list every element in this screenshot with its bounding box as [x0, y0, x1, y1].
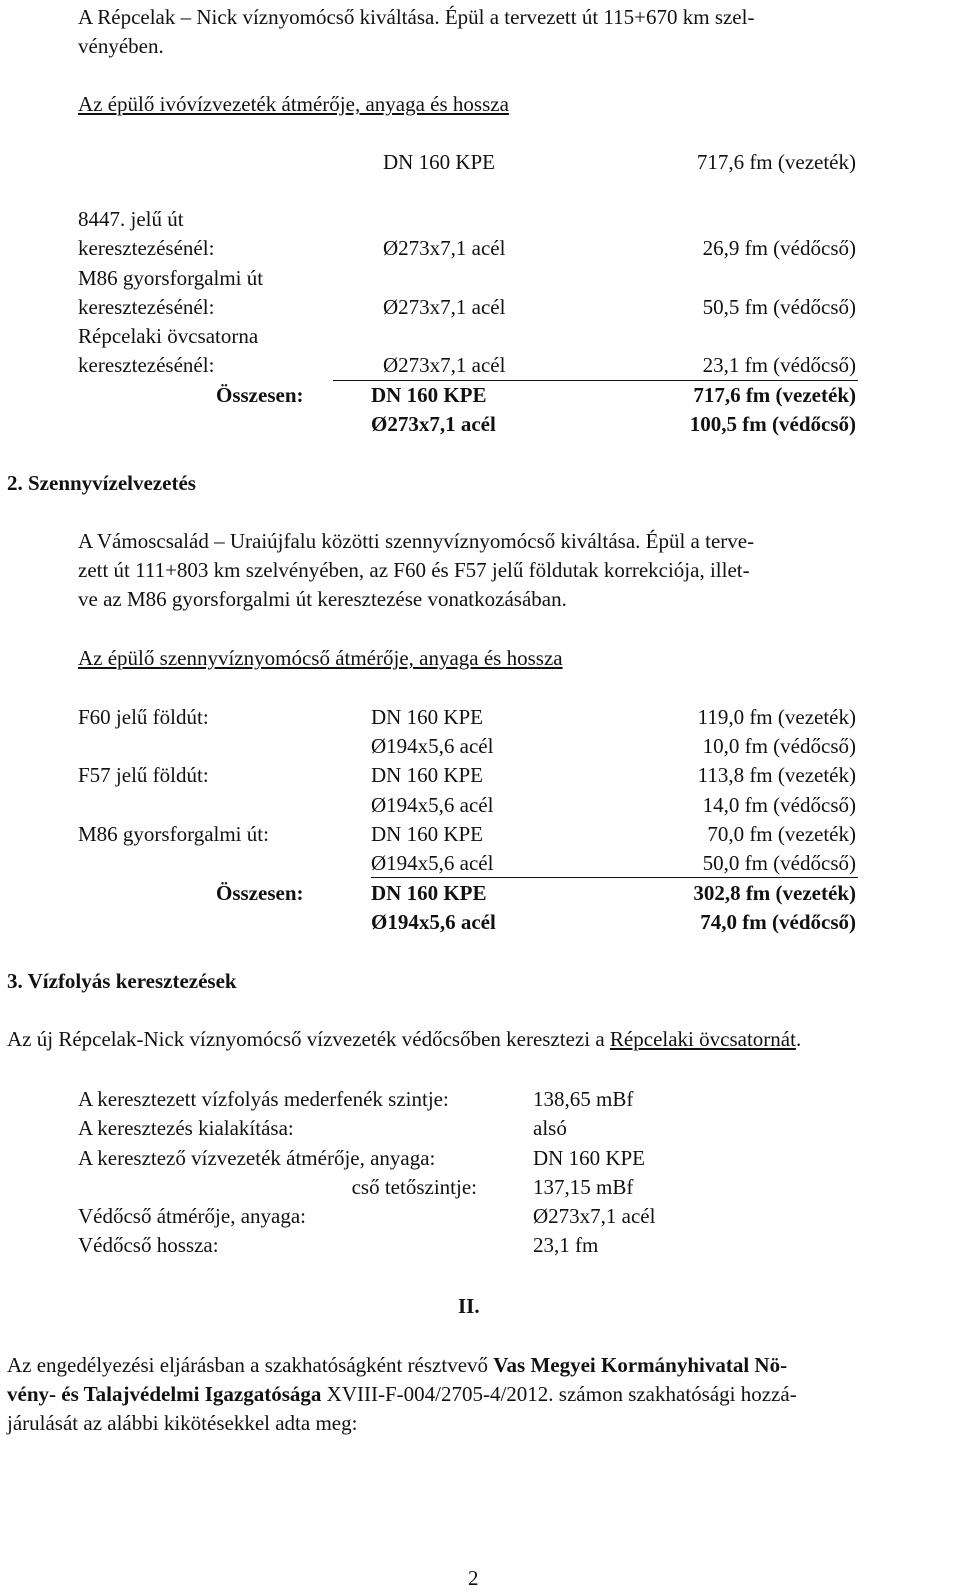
- crossing-2-label: M86 gyorsforgalmi út: [78, 266, 264, 290]
- crossing-1-label-2: keresztezésénél:: [78, 236, 215, 260]
- crossing-3-label-2: keresztezésénél:: [78, 353, 215, 377]
- crossing-3-material: Ø273x7,1 acél: [383, 353, 506, 377]
- water-main-material: DN 160 KPE: [383, 150, 496, 174]
- sewer-total-length-2: 74,0 fm (védőcső): [700, 910, 856, 934]
- sewer-title: 2. Szennyvízelvezetés: [7, 471, 196, 495]
- spec-4-value: 137,15 mBf: [533, 1175, 634, 1199]
- sewer-total-material-1: DN 160 KPE: [371, 881, 487, 905]
- spec-3-value: DN 160 KPE: [533, 1146, 646, 1170]
- spec-4-label: cső tetőszintje:: [351, 1175, 477, 1199]
- water-main-length: 717,6 fm (vezeték): [696, 150, 856, 174]
- section-2-line-3: járulását az alábbi kikötésekkel adta meg:: [7, 1411, 358, 1435]
- water-total-material-2: Ø273x7,1 acél: [371, 412, 496, 436]
- section-2-line-1: [7, 1351, 787, 1380]
- section-2-line-1-text: Az engedélyezési eljárásban a szakhatóságként résztvevő: [7, 1353, 494, 1377]
- sewer-row-4-material: Ø194x5,6 acél: [371, 793, 494, 817]
- intro-line-2: vényében.: [78, 34, 164, 58]
- crossing-2-material: Ø273x7,1 acél: [383, 295, 506, 319]
- spec-5-value: Ø273x7,1 acél: [533, 1204, 656, 1228]
- crossing-paragraph: [7, 1025, 801, 1054]
- crossing-para-prefix: Az új Répcelak-Nick víznyomócső vízvezeték védőcsőben keresztezi a: [7, 1027, 610, 1051]
- section-2-line-2-text: XVIII-F-004/2705-4/2012. számon szakhatósági hozzá-: [321, 1382, 797, 1406]
- sewer-para-line-3: ve az M86 gyorsforgalmi út keresztezése vonatkozásában.: [78, 587, 567, 611]
- crossing-1-length: 26,9 fm (védőcső): [702, 236, 856, 260]
- crossing-3-length: 23,1 fm (védőcső): [702, 353, 856, 377]
- water-total-label: Összesen:: [216, 383, 304, 407]
- crossing-title: 3. Vízfolyás keresztezések: [7, 969, 237, 993]
- spec-5-label: Védőcső átmérője, anyaga:: [78, 1204, 306, 1228]
- sewer-row-3-material: DN 160 KPE: [371, 763, 484, 787]
- sewer-row-3-label: F57 jelű földút:: [78, 763, 209, 787]
- crossing-1-label: 8447. jelű út: [78, 207, 184, 231]
- crossing-2-length: 50,5 fm (védőcső): [702, 295, 856, 319]
- sewer-row-3-length: 113,8 fm (vezeték): [697, 763, 856, 787]
- sewer-total-length-1: 302,8 fm (vezeték): [693, 881, 856, 905]
- crossing-3-label: Répcelaki övcsatorna: [78, 324, 259, 348]
- section-2-title: II.: [458, 1294, 480, 1318]
- water-total-length-2: 100,5 fm (védőcső): [689, 412, 856, 436]
- intro-line-1: A Répcelak – Nick víznyomócső kiváltása. Épül a tervezett út 115+670 km szel-: [78, 5, 755, 29]
- sewer-row-5-material: DN 160 KPE: [371, 822, 484, 846]
- sewer-row-5-label: M86 gyorsforgalmi út:: [78, 822, 269, 846]
- sewer-total-material-2: Ø194x5,6 acél: [371, 910, 496, 934]
- spec-3-label: A keresztező vízvezeték átmérője, anyaga:: [78, 1146, 436, 1170]
- sewer-para-line-2: zett út 111+803 km szelvényében, az F60 és F57 jelű földutak korrekciója, illet-: [78, 558, 750, 582]
- page-number: 2: [468, 1566, 479, 1590]
- water-total-length-1: 717,6 fm (vezeték): [693, 383, 856, 407]
- sewer-row-1-label: F60 jelű földút:: [78, 705, 209, 729]
- crossing-1-material: Ø273x7,1 acél: [383, 236, 506, 260]
- section-2-authority-1: Vas Megyei Kormányhivatal Nö-: [493, 1353, 788, 1377]
- sewer-row-1-material: DN 160 KPE: [371, 705, 484, 729]
- section-2-authority-2: vény- és Talajvédelmi Igazgatósága: [7, 1382, 322, 1406]
- sewer-row-6-length: 50,0 fm (védőcső): [702, 851, 856, 875]
- spec-1-value: 138,65 mBf: [533, 1087, 634, 1111]
- water-heading: Az épülő ivóvízvezeték átmérője, anyaga és hossza: [78, 92, 509, 116]
- spec-2-value: alsó: [533, 1116, 567, 1140]
- sewer-row-1-length: 119,0 fm (vezeték): [697, 705, 856, 729]
- sewer-row-6-material: Ø194x5,6 acél: [371, 851, 494, 875]
- sewer-row-2-length: 10,0 fm (védőcső): [702, 734, 856, 758]
- spec-2-label: A keresztezés kialakítása:: [78, 1116, 294, 1140]
- crossing-2-label-2: keresztezésénél:: [78, 295, 215, 319]
- sewer-heading: Az épülő szennyvíznyomócső átmérője, anyaga és hossza: [78, 646, 563, 670]
- sewer-para-line-1: A Vámoscsalád – Uraiújfalu közötti szennyvíznyomócső kiváltása. Épül a terve-: [78, 529, 755, 553]
- sewer-total-rule: [371, 877, 858, 878]
- spec-6-value: 23,1 fm: [533, 1233, 599, 1257]
- sewer-row-4-length: 14,0 fm (védőcső): [702, 793, 856, 817]
- crossing-para-suffix: .: [795, 1027, 802, 1051]
- sewer-row-5-length: 70,0 fm (vezeték): [707, 822, 856, 846]
- section-2-line-2: [7, 1380, 797, 1409]
- water-total-material-1: DN 160 KPE: [371, 383, 487, 407]
- sewer-row-2-material: Ø194x5,6 acél: [371, 734, 494, 758]
- spec-1-label: A keresztezett vízfolyás mederfenék szintje:: [78, 1087, 449, 1111]
- sewer-total-label: Összesen:: [216, 881, 304, 905]
- crossing-para-watercourse: Répcelaki övcsatornát: [609, 1027, 796, 1051]
- spec-6-label: Védőcső hossza:: [78, 1233, 219, 1257]
